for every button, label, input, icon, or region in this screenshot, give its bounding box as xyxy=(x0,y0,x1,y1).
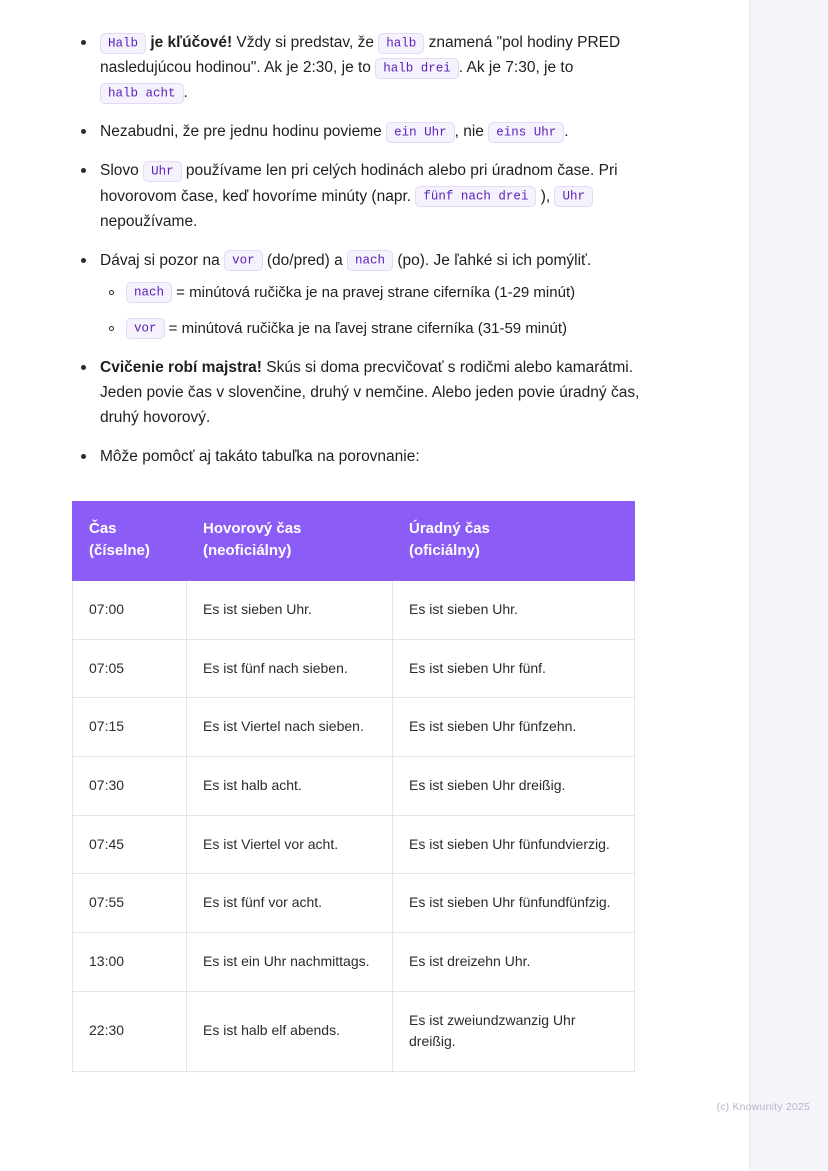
table-row xyxy=(73,874,635,933)
body-text: = minútová ručička je na ľavej strane ciferníka (31-59 minút) xyxy=(164,319,567,337)
table-header-row xyxy=(73,502,635,581)
body-text: Nezabudni, že pre jednu hodinu povieme xyxy=(100,123,387,141)
table-cell: Es ist Viertel vor acht. xyxy=(187,815,393,874)
table-cell: 07:30 xyxy=(73,756,187,815)
table-cell: 22:30 xyxy=(73,991,187,1071)
table-cell: 07:15 xyxy=(73,698,187,757)
table-cell: Es ist sieben Uhr fünfundfünfzig. xyxy=(393,874,635,933)
list-item xyxy=(72,158,650,233)
list-item xyxy=(72,119,650,144)
table-cell: Es ist halb acht. xyxy=(187,756,393,815)
body-text: (do/pred) a xyxy=(262,251,348,269)
body-text: ), xyxy=(536,187,555,205)
document-content xyxy=(72,30,650,1072)
body-text: Dávaj si pozor na xyxy=(100,251,225,269)
table-cell: Es ist sieben Uhr fünf. xyxy=(393,639,635,698)
inline-code: halb drei xyxy=(375,58,459,79)
table-cell: 07:45 xyxy=(73,815,187,874)
list-item-text xyxy=(100,252,591,269)
table-column-header: Hovorový čas (neoficiálny) xyxy=(187,502,393,581)
list-item-text xyxy=(100,34,620,101)
body-text: používame len pri celých hodinách alebo pri úradnom čase. Pri hovorovom čase, keď hovoríme minúty (napr. xyxy=(100,162,618,205)
inline-code: Halb xyxy=(100,33,146,54)
body-text: Môže pomôcť aj takáto tabuľka na porovnanie: xyxy=(100,448,420,466)
emphasis-text: Cvičenie robí majstra! xyxy=(100,358,262,376)
table-cell: 13:00 xyxy=(73,932,187,991)
body-text: = minútová ručička je na pravej strane ciferníka (1-29 minút) xyxy=(172,283,576,301)
table-cell: Es ist sieben Uhr fünfundvierzig. xyxy=(393,815,635,874)
table-row xyxy=(73,639,635,698)
table-cell: 07:55 xyxy=(73,874,187,933)
nested-list-item xyxy=(100,281,650,305)
notes-bullet-list xyxy=(72,30,650,469)
list-item xyxy=(72,355,650,430)
list-item-text xyxy=(100,359,639,426)
nested-list xyxy=(100,281,650,341)
body-text: . xyxy=(564,123,569,141)
table-row xyxy=(73,698,635,757)
body-text: znamená "pol hodiny PRED nasledujúcou hodinou". Ak je 2:30, je to xyxy=(100,34,621,77)
table-cell: Es ist fünf nach sieben. xyxy=(187,639,393,698)
body-text: . Ak je 7:30, je to xyxy=(458,59,574,77)
table-cell: 07:00 xyxy=(73,580,187,639)
inline-code: Uhr xyxy=(143,161,182,182)
table-column-header: Čas (číselne) xyxy=(73,502,187,581)
table-cell: Es ist ein Uhr nachmittags. xyxy=(187,932,393,991)
table-body xyxy=(73,580,635,1071)
emphasis-text: je kľúčové! xyxy=(146,34,233,51)
inline-code: ein Uhr xyxy=(386,122,455,143)
list-item-text xyxy=(100,448,420,465)
inline-code: halb acht xyxy=(100,83,184,104)
table-row xyxy=(73,580,635,639)
inline-code: nach xyxy=(126,282,172,303)
table-column-header: Úradný čas (oficiálny) xyxy=(393,502,635,581)
inline-code: vor xyxy=(126,318,165,339)
table-cell: 07:05 xyxy=(73,639,187,698)
table-row xyxy=(73,932,635,991)
table-row xyxy=(73,756,635,815)
table-cell: Es ist sieben Uhr fünfzehn. xyxy=(393,698,635,757)
body-text: . xyxy=(183,84,188,102)
nested-list-item xyxy=(100,317,650,341)
inline-code: fünf nach drei xyxy=(415,186,536,207)
list-item xyxy=(72,30,650,105)
body-text: Vždy si predstav, že xyxy=(232,34,379,51)
table-header xyxy=(73,502,635,581)
list-item-text xyxy=(100,162,618,229)
body-text: , nie xyxy=(454,123,489,141)
table-cell: Es ist sieben Uhr. xyxy=(187,580,393,639)
body-text: (po). Je ľahké si ich pomýliť. xyxy=(393,251,592,269)
list-item xyxy=(72,248,650,341)
inline-code: eins Uhr xyxy=(488,122,564,143)
body-text: nepoužívame. xyxy=(100,212,198,230)
table-cell: Es ist dreizehn Uhr. xyxy=(393,932,635,991)
table-cell: Es ist zweiundzwanzig Uhr dreißig. xyxy=(393,991,635,1071)
body-text: Skús si doma precvičovať s rodičmi alebo kamarátmi. Jeden povie čas v slovenčine, druhý v nemčine. Alebo jeden povie úradný čas, druhý hovorový. xyxy=(100,358,640,427)
table-cell: Es ist sieben Uhr. xyxy=(393,580,635,639)
time-comparison-table xyxy=(72,501,635,1072)
inline-code: Uhr xyxy=(554,186,593,207)
list-item-text xyxy=(100,123,569,140)
page-right-gutter xyxy=(749,0,828,1171)
table-cell: Es ist sieben Uhr dreißig. xyxy=(393,756,635,815)
watermark: (c) Knowunity 2025 xyxy=(716,1101,810,1113)
table-cell: Es ist halb elf abends. xyxy=(187,991,393,1071)
table-row xyxy=(73,815,635,874)
inline-code: vor xyxy=(224,250,263,271)
table-cell: Es ist fünf vor acht. xyxy=(187,874,393,933)
body-text: Slovo xyxy=(100,162,144,180)
list-item xyxy=(72,444,650,469)
inline-code: halb xyxy=(378,33,424,54)
table-cell: Es ist Viertel nach sieben. xyxy=(187,698,393,757)
inline-code: nach xyxy=(347,250,393,271)
table-row xyxy=(73,991,635,1071)
